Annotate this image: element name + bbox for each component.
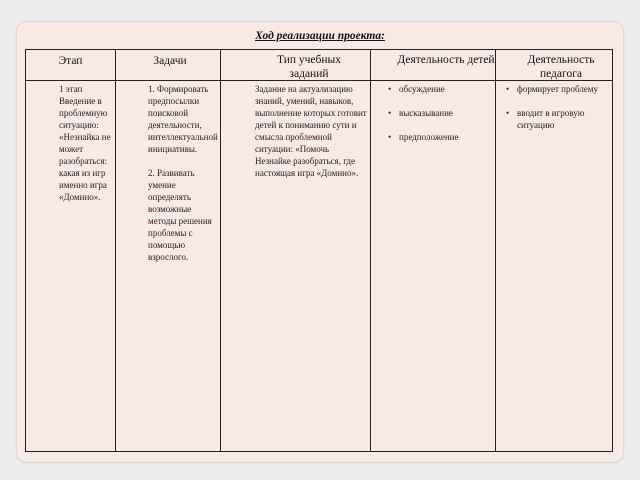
tasks-cell [148,83,218,263]
children-item: • предположение [388,131,488,143]
header-children-activity: Деятельность детей [397,54,495,66]
header-stage: Этап [58,55,83,67]
children-activity-cell [388,83,488,143]
teacher-item: • формирует проблему [506,83,606,95]
teacher-item: • вводит в игровую ситуацию [506,107,606,131]
column-divider [495,50,496,451]
task-type-cell [255,83,367,179]
header-teacher-activity: Деятельность педагога [527,54,595,80]
children-item: • высказывание [388,107,488,119]
header-tasks: Задачи [153,55,187,67]
project-table [25,49,613,452]
stage-text: 1 этап Введение в проблемную ситуацию: «Незнайка не может разобраться: какая из игр именно игра «Домино». [59,84,111,202]
teacher-activity-cell [506,83,606,131]
task-1: 1. Формировать предпосылки поисковой деятельности, интеллектуальной инициативы. [148,84,218,154]
children-item: • обсуждение [388,83,488,95]
column-divider [370,50,371,451]
column-divider [115,50,116,451]
header-task-type: Тип учебных заданий [276,54,342,80]
page-title: Ход реализации проекта: [255,30,385,42]
column-divider [220,50,221,451]
stage-cell [59,83,111,203]
task-type-text: Задание на актуализацию знаний, умений, навыков, выполнение которых готовит детей к пониманию сути и смысла проблемной ситуации: «Помочь Незнайке разобраться, где настоящая игра «Домино». [255,84,367,178]
task-2: 2. Развивать умение определять возможные методы решения проблемы с помощью взрослого. [148,168,212,262]
